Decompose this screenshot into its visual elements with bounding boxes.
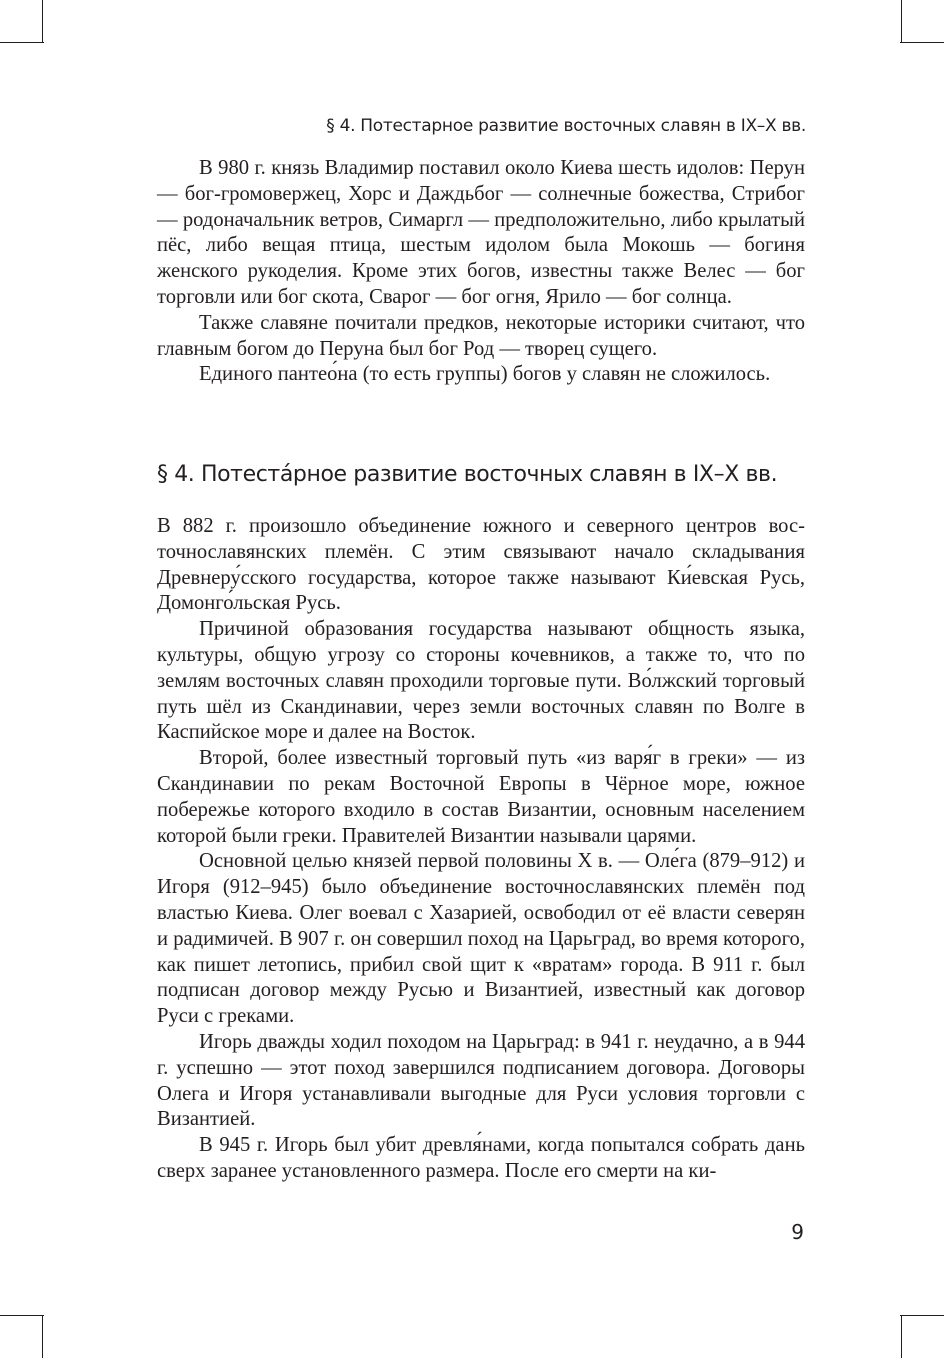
crop-mark-bottom-right-h [900, 1315, 944, 1316]
crop-mark-top-left-v [42, 0, 43, 42]
crop-mark-bottom-right-v [901, 1316, 902, 1358]
intro-paragraph: Также славяне почитали предков, некоторые историки считают, что главным богом до Перуна был бог Род — творец сущего. [157, 311, 805, 360]
section-text [157, 514, 805, 1185]
crop-mark-top-right-h [900, 42, 944, 43]
crop-mark-top-right-v [901, 0, 902, 42]
section-paragraph: В 882 г. произошло объединение южного и северного центров восточнославянских племён. С этим связывают начало складывания Древнеру́сского государства, которое также называют Ки́евская Русь, Домонго́льская Русь. [157, 515, 805, 615]
crop-mark-top-left-h [0, 42, 44, 43]
intro-paragraph: В 980 г. князь Владимир поставил около Киева шесть идолов: Перун — бог-громовержец, Хорс и Даждьбог — солнечные божества, Стрибог — родоначальник ветров, Симаргл — предположительно, либо крылатый пёс, либо вещая птица, шестым идолом была Мокошь — богиня женского рукоделия. Кроме этих богов, известны также Велес — бог торговли или бог скота, Сварог — бог огня, Ярило — бог солнца. [157, 157, 805, 308]
crop-mark-bottom-left-h [0, 1315, 44, 1316]
section-heading: § 4. Потеста́рное развитие восточных славян в IX–X вв. [157, 462, 778, 487]
intro-paragraph: Единого пантео́на (то есть группы) богов у славян не сложилось. [199, 363, 771, 386]
section-paragraph: В 945 г. Игорь был убит древля́нами, когда попытался собрать дань сверх заранее установленного размера. После его смерти на ки- [157, 1134, 805, 1182]
section-paragraph: Второй, более известный торговый путь «из варя́г в греки» — из Скандинавии по рекам Восточной Европы в Чёрное море, южное побережье которого входило в состав Византии, основным населением которой были греки. Правителей Византии называли царями. [157, 747, 805, 847]
section-paragraph: Причиной образования государства называют общность языка, культуры, общую угрозу со стороны кочевников, а также то, что по землям восточных славян проходили торговые пути. Во́лжский торговый путь шёл из Скандинавии, через земли восточных славян по Волге в Каспийское море и далее на Восток. [157, 618, 805, 744]
section-paragraph: Игорь дважды ходил походом на Царьград: в 941 г. неудачно, а в 944 г. успешно — этот поход завершился подписанием договора. Договоры Олега и Игоря устанавливали выгодные для Руси условия торговли с Византией. [157, 1030, 805, 1131]
page-number: 9 [791, 1220, 804, 1244]
section-paragraph: Основной целью князей первой половины X в. — Оле́га (879–912) и Игоря (912–945) было объединение восточнославянских племён под властью Киева. Олег воевал с Хазарией, освободил от её власти северян и радимичей. В 907 г. он совершил поход на Царьград, во время которого, как пишет летопись, прибил свой щит к «вратам» города. В 911 г. был подписан договор между Русью и Византией, известный как договор Руси с греками. [157, 850, 805, 1028]
crop-mark-bottom-left-v [42, 1316, 43, 1358]
running-head: § 4. Потестарное развитие восточных славян в IX–X вв. [326, 116, 806, 136]
intro-text [157, 156, 805, 388]
